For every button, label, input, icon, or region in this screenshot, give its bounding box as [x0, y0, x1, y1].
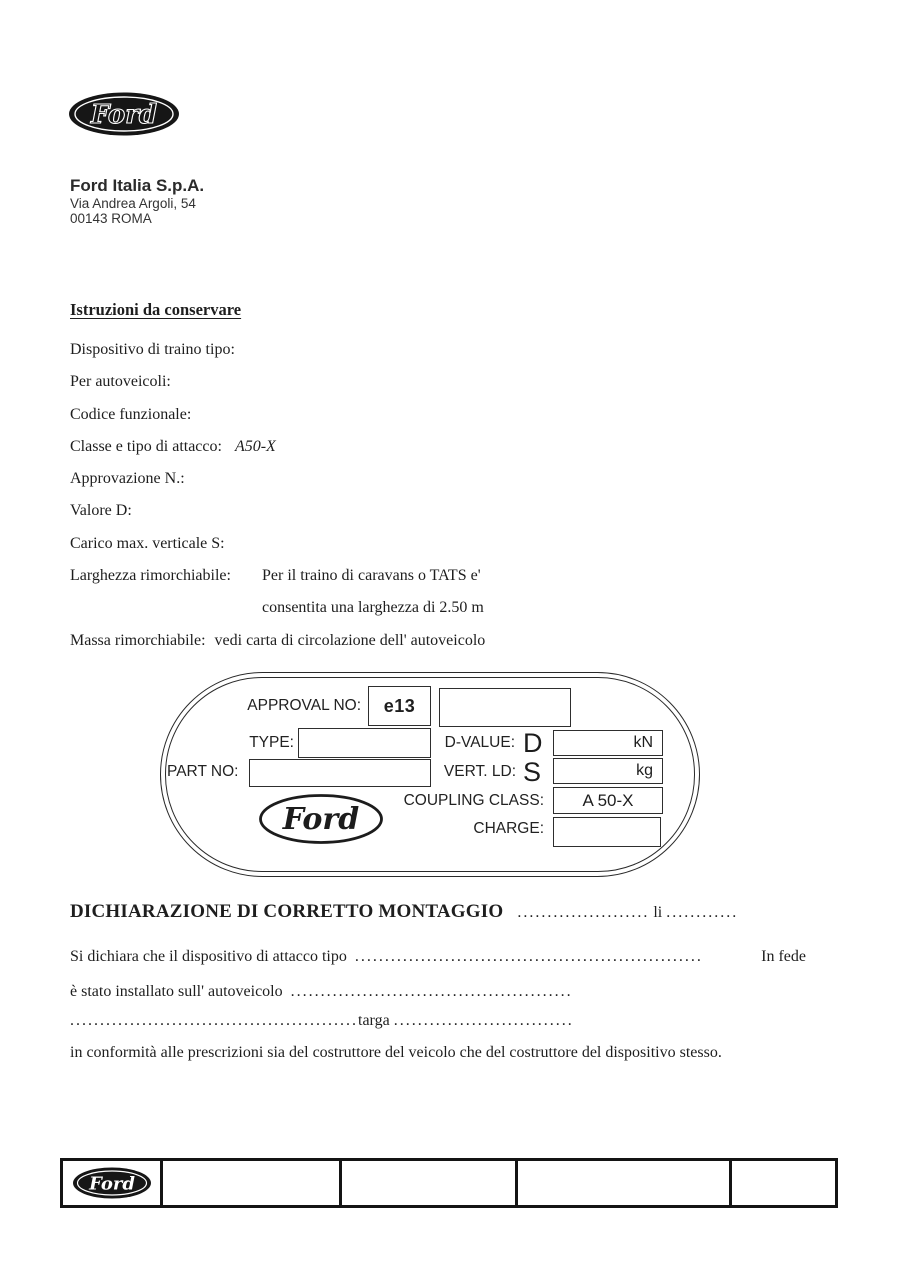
vert-ld-unit-box [553, 758, 663, 784]
s-symbol: S [523, 757, 542, 787]
part-no-value-box [249, 759, 431, 787]
field-row-dispositivo [70, 334, 790, 366]
ford-logo-icon [72, 1167, 152, 1199]
ford-logo-icon [68, 92, 180, 136]
title-dotted-line: ...................... [517, 904, 650, 921]
field-label: Valore D: [70, 502, 132, 520]
field-value: consentita una larghezza di 2.50 m [262, 599, 484, 617]
d-unit-label: kN [633, 734, 653, 751]
approval-no-label: APPROVAL NO: [247, 697, 361, 714]
field-row-larghezza-cont [70, 592, 790, 624]
in-fede-label: In fede [761, 948, 806, 965]
footer-cell-4 [732, 1161, 835, 1205]
charge-value-box [553, 817, 661, 847]
ford-script-icon [259, 794, 383, 844]
s-unit-label: kg [636, 762, 653, 779]
coupling-class-label: COUPLING CLASS: [403, 792, 544, 809]
address-line-1: Via Andrea Argoli, 54 [70, 196, 196, 211]
company-name: Ford Italia S.p.A. [70, 176, 205, 195]
instructions-heading: Istruzioni da conservare [70, 300, 242, 319]
instructions-field-list [70, 334, 790, 657]
declaration-line-2-dots: ............................................... [290, 983, 573, 1000]
declaration-line-3-dots-left: ................................................ [70, 1012, 358, 1029]
declaration-title-line [70, 901, 840, 923]
li-label: li [653, 904, 663, 921]
li-dotted-line: ............ [666, 904, 739, 921]
declaration-line-1 [70, 948, 838, 966]
field-row-approvazione [70, 463, 790, 495]
declaration-line-2-text: è stato installato sull' autoveicolo [70, 983, 283, 1000]
ford-logo-script: Ford [90, 100, 158, 130]
field-label: Codice funzionale: [70, 405, 192, 423]
coupling-class-value-box [553, 787, 663, 814]
field-row-autoveicoli [70, 366, 790, 398]
footer-cell-3 [518, 1161, 732, 1205]
declaration-title: DICHIARAZIONE DI CORRETTO MONTAGGIO [70, 901, 504, 922]
vert-ld-label: VERT. LD: [443, 763, 516, 780]
ford-script-text: Ford [282, 802, 360, 837]
field-label: Per autoveicoli: [70, 373, 171, 391]
field-label: Classe e tipo di attacco: [70, 437, 222, 455]
footer-cell-1 [163, 1161, 342, 1205]
declaration-line-2 [70, 983, 838, 1001]
field-row-larghezza [70, 560, 790, 592]
d-value-unit-box [553, 730, 663, 756]
approval-extra-box [439, 688, 571, 727]
type-label: TYPE: [249, 734, 294, 751]
footer-cell-2 [342, 1161, 518, 1205]
field-label: Approvazione N.: [70, 470, 185, 488]
field-label: Massa rimorchiabile: [70, 631, 206, 649]
declaration-line-1-dots: .......................................................... [354, 948, 703, 965]
footer-cell-logo [63, 1161, 163, 1205]
declaration-line-3-dots-right: .............................. [393, 1012, 574, 1029]
address-line-2: 00143 ROMA [70, 211, 152, 226]
field-row-classe-attacco [70, 431, 790, 463]
d-value-label: D-VALUE: [444, 734, 515, 751]
type-value-box [298, 728, 431, 758]
declaration-line-3 [70, 1012, 838, 1030]
approval-no-value-box [368, 686, 431, 726]
field-label: Carico max. verticale S: [70, 534, 225, 552]
declaration-line-1-text: Si dichiara che il dispositivo di attacco tipo [70, 948, 347, 965]
footer-table [60, 1158, 838, 1208]
field-value: vedi carta di circolazione dell' autoveicolo [214, 631, 486, 649]
field-value: A50-X [234, 437, 276, 455]
field-label: Larghezza rimorchiabile: [70, 567, 231, 585]
field-row-carico-max [70, 528, 790, 560]
field-value: Per il traino di caravans o TATS e' [262, 567, 481, 585]
declaration-line-4: in conformità alle prescrizioni sia del costruttore del veicolo che del costruttore del dispositivo stesso. [70, 1044, 722, 1061]
charge-label: CHARGE: [473, 820, 544, 837]
field-row-valore-d [70, 495, 790, 527]
field-row-codice [70, 399, 790, 431]
field-label: Dispositivo di traino tipo: [70, 341, 235, 358]
targa-label: targa [358, 1012, 390, 1029]
part-no-label: PART NO: [167, 763, 239, 780]
coupling-class-value: A 50-X [582, 790, 634, 810]
approval-no-value: e13 [383, 695, 416, 716]
field-row-massa [70, 625, 790, 657]
approval-plate [160, 672, 700, 877]
ford-logo-script: Ford [88, 1173, 135, 1195]
d-symbol: D [523, 728, 543, 758]
